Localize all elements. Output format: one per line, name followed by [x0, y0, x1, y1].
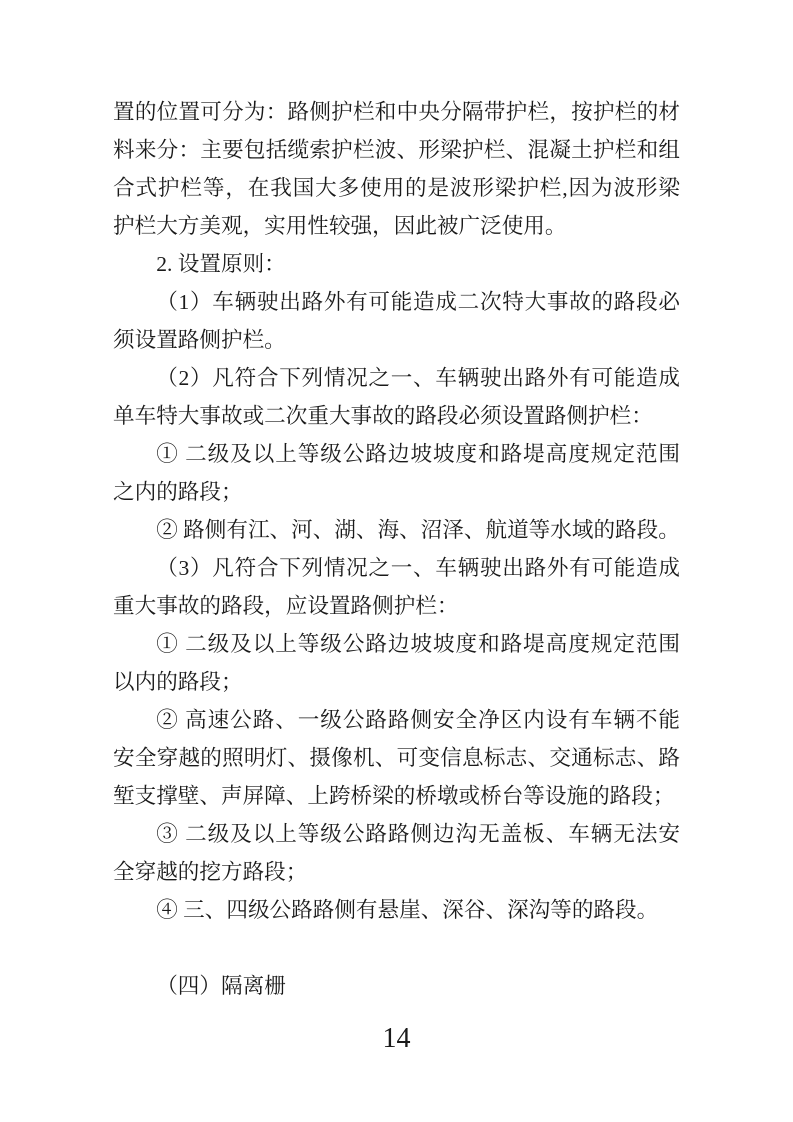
text-line: ② 路侧有江、河、湖、海、沼泽、航道等水域的路段。: [156, 518, 680, 542]
text-line: （2）凡符合下列情况之一、车辆驶出路外有可能造成: [156, 366, 680, 390]
text-line: 安全穿越的照明灯、摄像机、可变信息标志、交通标志、路: [113, 746, 680, 770]
blank-line: [113, 929, 680, 967]
text-line: 须设置路侧护栏。: [113, 328, 286, 352]
text-line: ④ 三、四级公路路侧有悬崖、深谷、深沟等的路段。: [156, 898, 659, 922]
text-line: ① 二级及以上等级公路边坡坡度和路堤高度规定范围: [156, 632, 680, 656]
section-heading: （四）隔离栅: [156, 974, 286, 998]
text-line: ② 高速公路、一级公路路侧安全净区内设有车辆不能: [156, 708, 680, 732]
text-line: （3）凡符合下列情况之一、车辆驶出路外有可能造成: [156, 556, 680, 580]
text-line: ③ 二级及以上等级公路路侧边沟无盖板、车辆无法安: [156, 822, 680, 846]
text-line: 合式护栏等，在我国大多使用的是波形梁护栏,因为波形梁: [113, 176, 680, 200]
text-line: 护栏大方美观，实用性较强，因此被广泛使用。: [113, 214, 567, 238]
text-block: [113, 93, 680, 1005]
text-line: 料来分：主要包括缆索护栏波、形梁护栏、混凝土护栏和组: [113, 138, 680, 162]
text-line: 堑支撑壁、声屏障、上跨桥梁的桥墩或桥台等设施的路段；: [113, 784, 675, 808]
text-line: 置的位置可分为：路侧护栏和中央分隔带护栏，按护栏的材: [113, 100, 680, 124]
text-line: 以内的路段；: [113, 670, 243, 694]
text-line: 单车特大事故或二次重大事故的路段必须设置路侧护栏：: [113, 404, 653, 428]
text-line: 2. 设置原则：: [156, 252, 286, 276]
text-line: 全穿越的挖方路段；: [113, 860, 308, 884]
text-line: 之内的路段；: [113, 480, 243, 504]
text-line: 重大事故的路段，应设置路侧护栏：: [113, 594, 459, 618]
page-number: 14: [382, 1023, 411, 1054]
text-line: （1）车辆驶出路外有可能造成二次特大事故的路段必: [156, 290, 680, 314]
text-line: ① 二级及以上等级公路边坡坡度和路堤高度规定范围: [156, 442, 680, 466]
